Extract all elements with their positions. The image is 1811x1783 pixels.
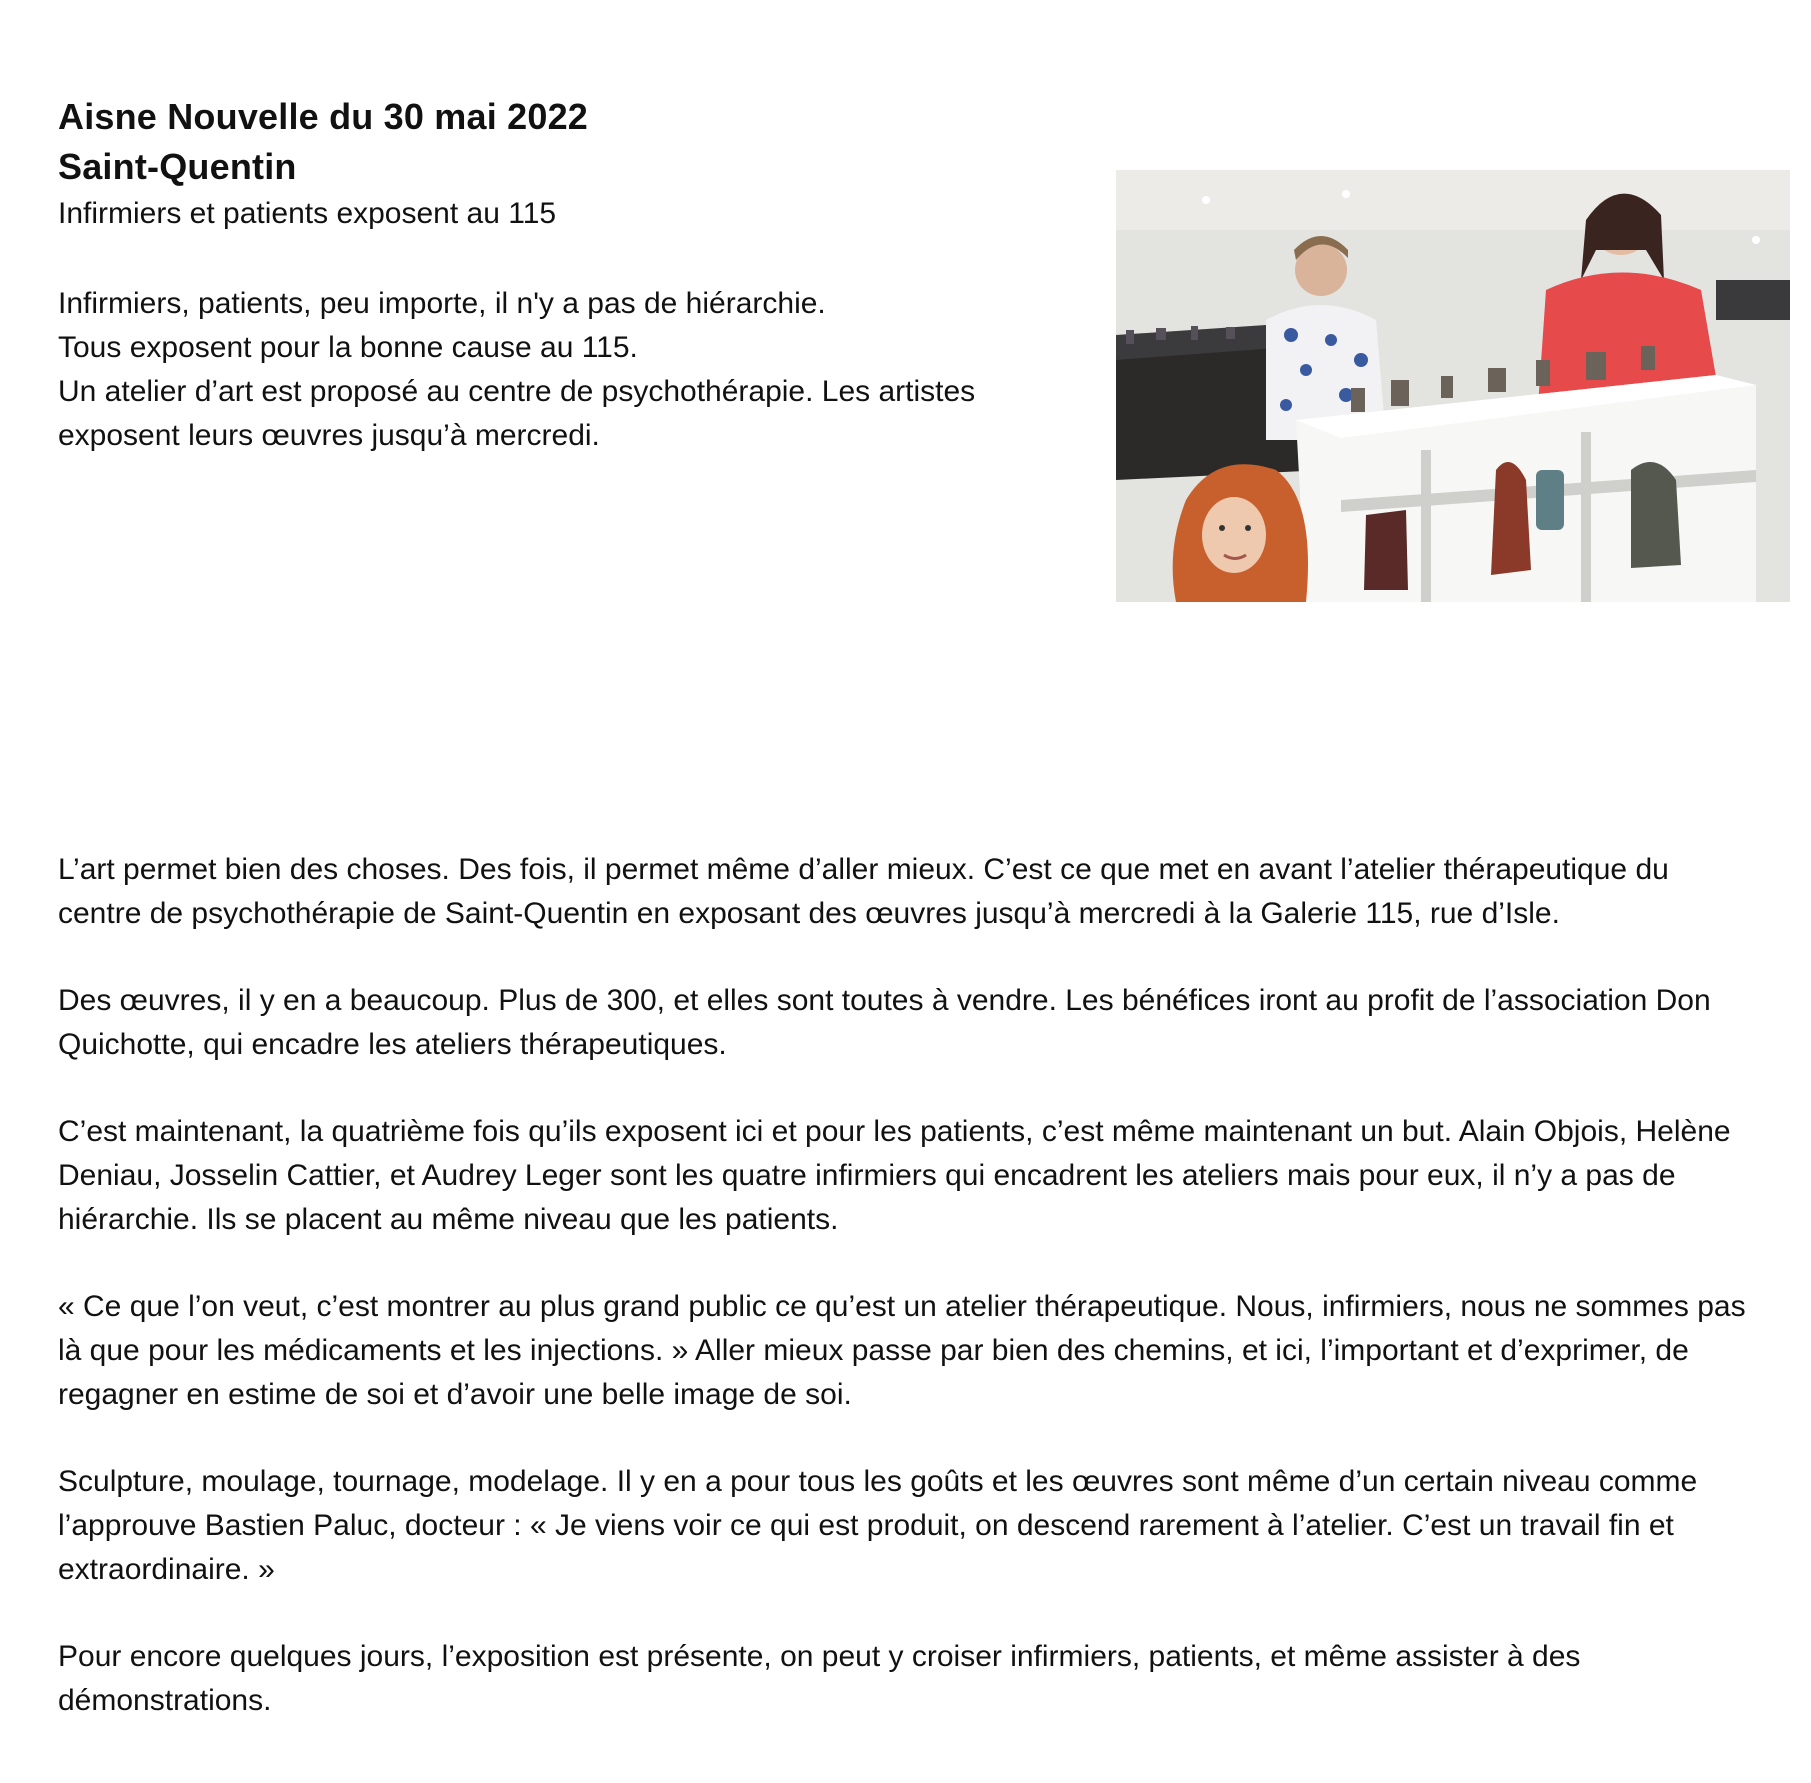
city-name: Saint-Quentin	[58, 146, 297, 187]
body-paragraph: « Ce que l’on veut, c’est montrer au plus grand public ce qu’est un atelier thérapeutique. Nous, infirmiers, nous ne sommes pas là que pour les médicaments et les injections. » Aller mieux passe par bien des chemins, et ici, l’important et d’exprimer, de regagner en estime de soi et d’avoir une belle image de soi.	[58, 1290, 1746, 1411]
body-paragraph: Pour encore quelques jours, l’exposition est présente, on peut y croiser infirmiers, patients, et même assister à des démonstrations.	[58, 1640, 1581, 1717]
intro-line: Un atelier d’art est proposé au centre de psychothérapie. Les artistes exposent leurs œuvres jusqu’à mercredi.	[58, 375, 976, 452]
article-headline: Infirmiers et patients exposent au 115	[58, 197, 557, 230]
body-paragraph: Sculpture, moulage, tournage, modelage. Il y en a pour tous les goûts et les œuvres sont même d’un certain niveau comme l’approuve Bastien Paluc, docteur : « Je viens voir ce qui est produit, on descend rarement à l’atelier. C’est un travail fin et extraordinaire. »	[58, 1465, 1698, 1586]
body-paragraph: Des œuvres, il y en a beaucoup. Plus de 300, et elles sont toutes à vendre. Les bénéfices iront au profit de l’association Don Quichotte, qui encadre les ateliers thérapeutiques.	[58, 984, 1711, 1061]
exhibition-photo	[1116, 170, 1790, 602]
photo-illustration	[1116, 170, 1790, 602]
body-paragraph: C’est maintenant, la quatrième fois qu’ils exposent ici et pour les patients, c’est même maintenant un but. Alain Objois, Helène Deniau, Josselin Cattier, et Audrey Leger sont les quatre infirmiers qui encadrent les ateliers mais pour eux, il n’y a pas de hiérarchie. Ils se placent au même niveau que les patients.	[58, 1115, 1731, 1236]
intro-line: Infirmiers, patients, peu importe, il n'y a pas de hiérarchie.	[58, 287, 826, 320]
body-paragraph: L’art permet bien des choses. Des fois, il permet même d’aller mieux. C’est ce que met en avant l’atelier thérapeutique du centre de psychothérapie de Saint-Quentin en exposant des œuvres jusqu’à mercredi à la Galerie 115, rue d’Isle.	[58, 853, 1669, 930]
article-body	[58, 848, 1748, 1766]
article-header	[58, 92, 1078, 236]
intro-line: Tous exposent pour la bonne cause au 115.	[58, 331, 638, 364]
newspaper-source: Aisne Nouvelle du 30 mai 2022	[58, 96, 589, 137]
article-intro	[58, 282, 1098, 458]
